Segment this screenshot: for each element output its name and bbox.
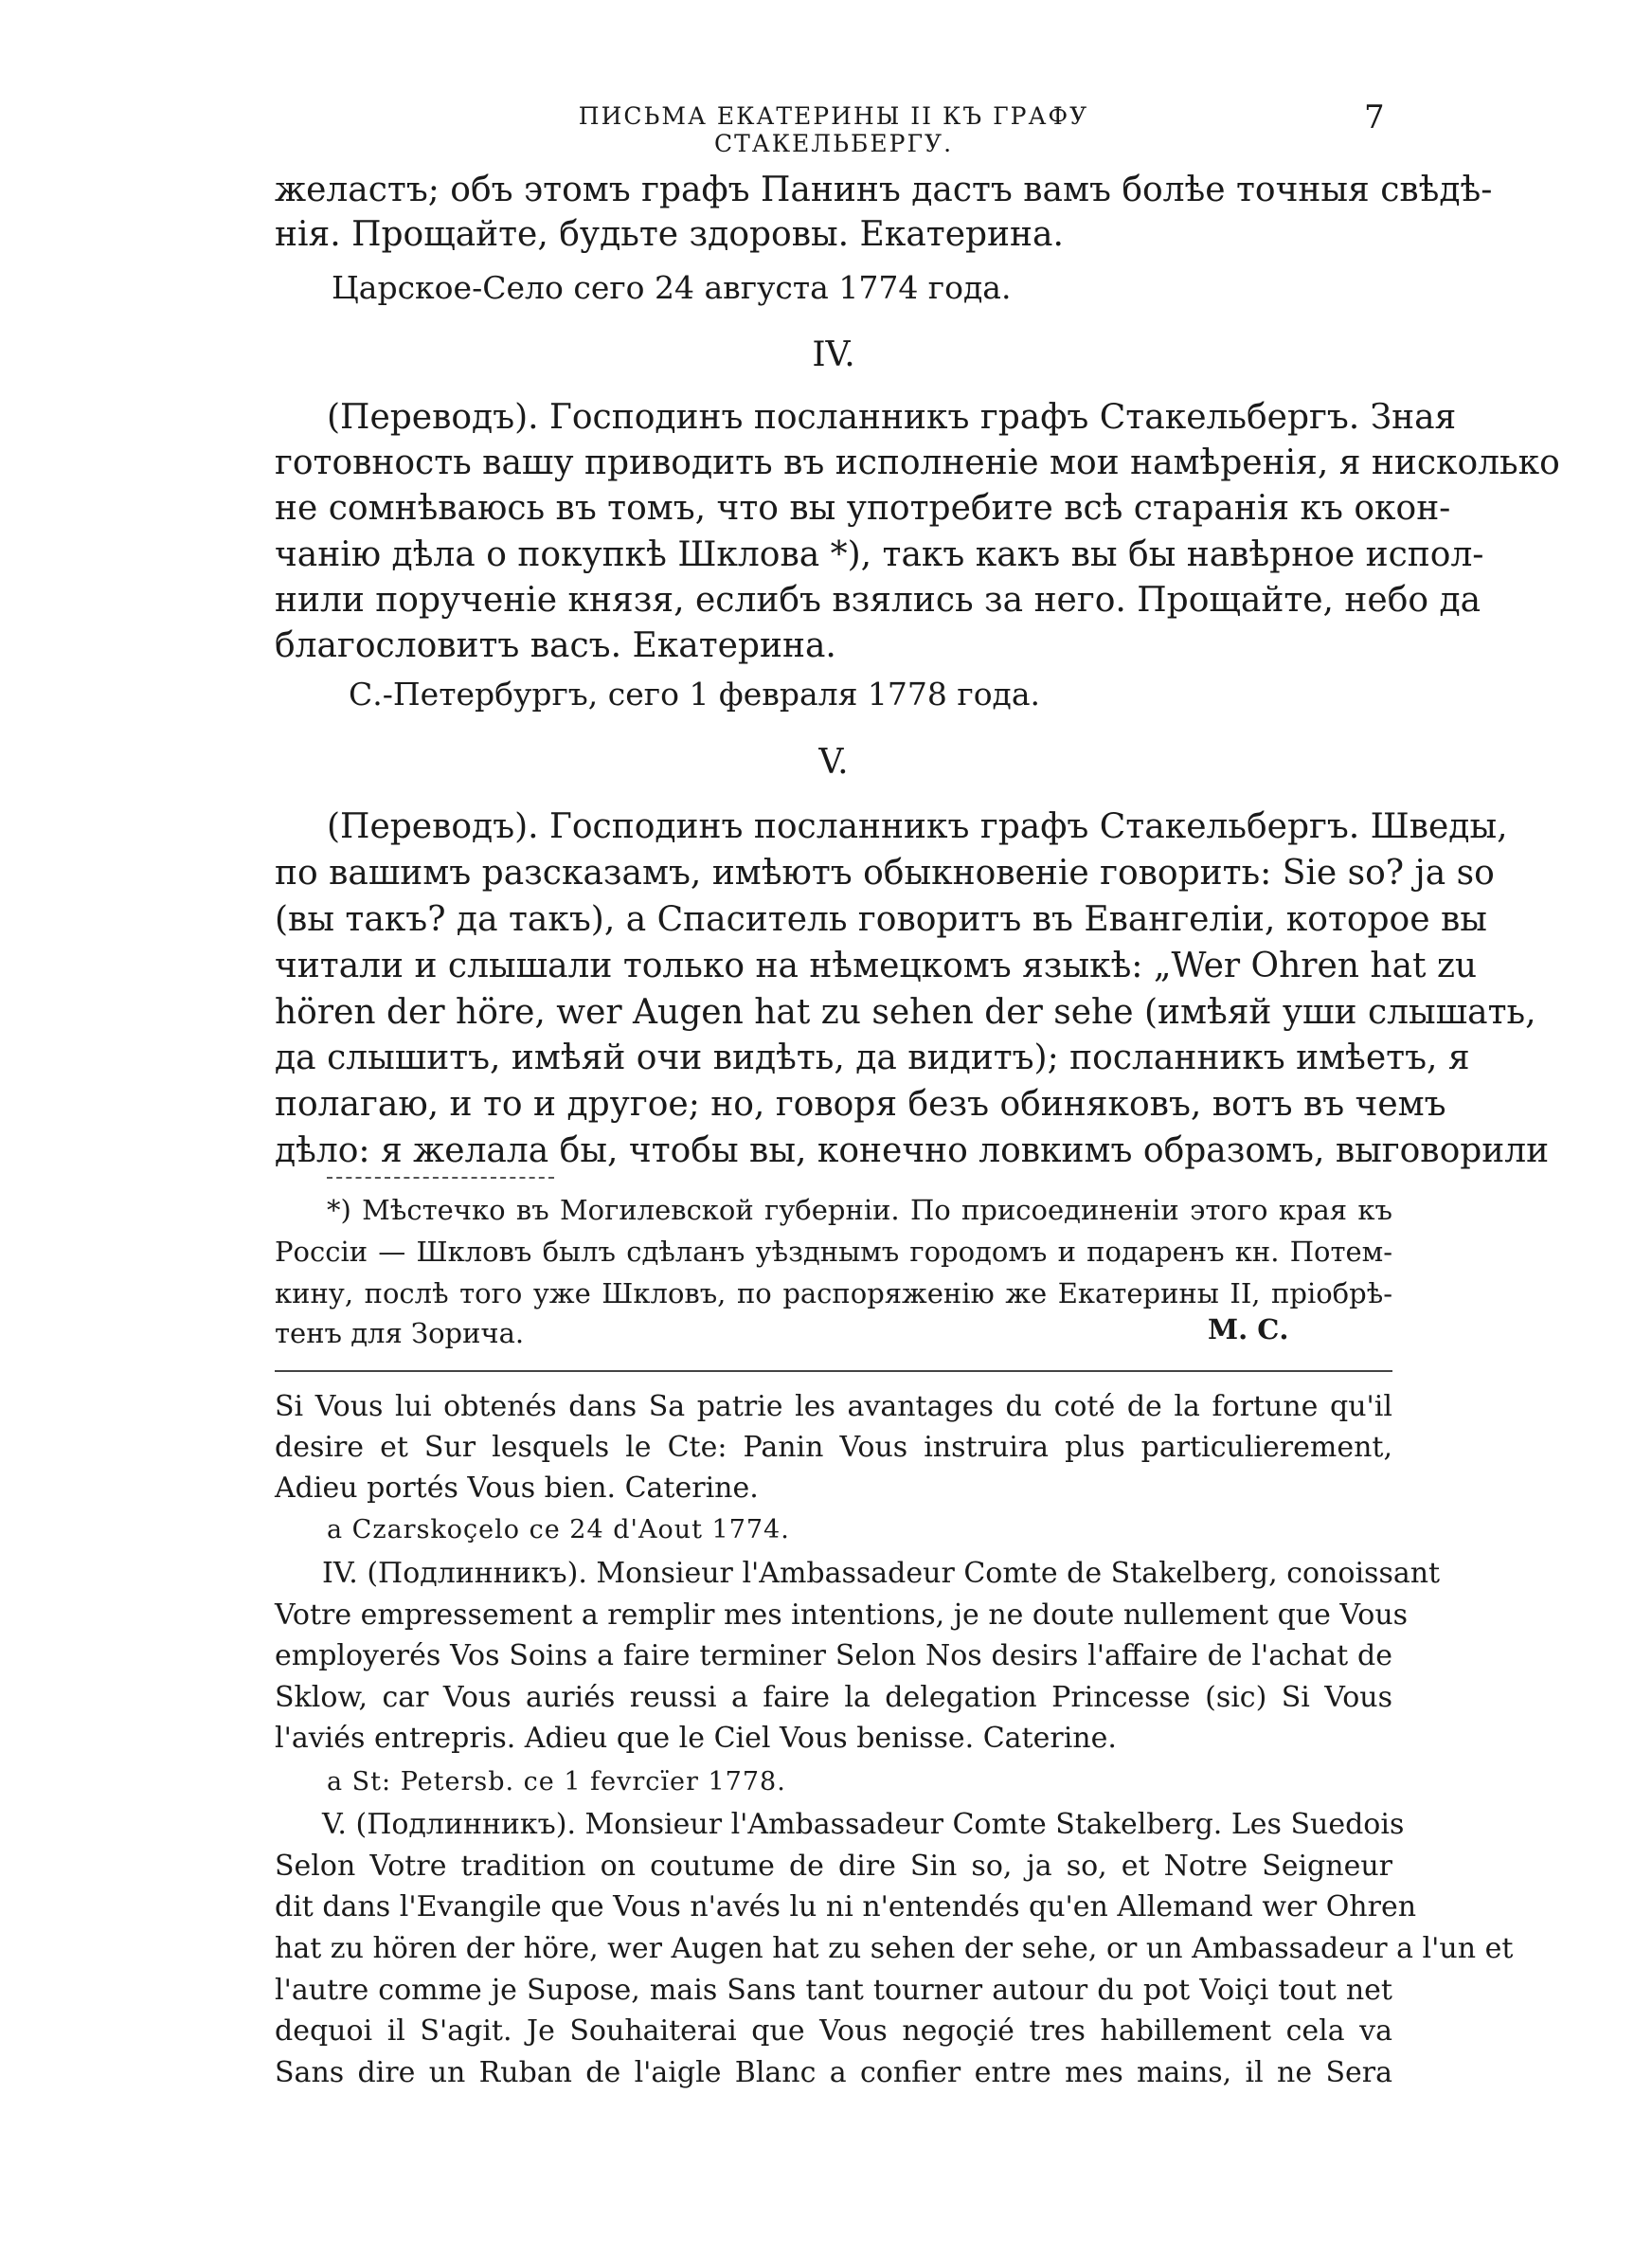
text-line: да слышитъ, имѣяй очи видѣть, да видитъ); посланникъ имѣетъ, я (275, 1038, 1470, 1077)
text-line: dequoi il S'agit. Je Souhaiterai que Vous negoçié tres habillement cela va (275, 2014, 1392, 2048)
text-line: Votre empressement a remplir mes intentions, je ne doute nullement que Vous (275, 1598, 1409, 1632)
section-divider (275, 1370, 1392, 1372)
footnote-line: *) Мѣстечко въ Могилевской губерніи. По присоединеніи этого края къ (327, 1194, 1392, 1226)
text-line: Adieu portés Vous bien. Caterine. (275, 1472, 759, 1505)
date-line: Царское-Село сего 24 августа 1774 года. (332, 269, 1012, 306)
footnote-line: Россіи — Шкловъ былъ сдѣланъ уѣзднымъ городомъ и подаренъ кн. Потем- (275, 1236, 1392, 1268)
text-line: desire et Sur lesquels le Cte: Panin Vous instruira plus particulierement, (275, 1431, 1392, 1464)
text-line: чанію дѣла о покупкѣ Шклова *), такъ какъ вы бы навѣрное испол- (275, 535, 1484, 574)
text-line: не сомнѣваюсь въ томъ, что вы употребите всѣ старанія къ окон- (275, 489, 1451, 528)
date-line: С.-Петербургъ, сего 1 февраля 1778 года. (349, 676, 1041, 713)
section-number: V. (818, 743, 849, 782)
running-header: ПИСЬМА ЕКАТЕРИНЫ II КЪ ГРАФУ СТАКЕЛЬБЕРГУ. (578, 102, 1089, 157)
text-line: читали и слышали только на нѣмецкомъ языкѣ: „Wer Ohren hat zu (275, 947, 1478, 985)
text-line: l'autre comme je Supose, mais Sans tant tourner autour du pot Voiçi tout net (275, 1974, 1392, 2007)
text-line: hat zu hören der höre, wer Augen hat zu sehen der sehe, or un Ambassadeur a l'un et (275, 1932, 1514, 1965)
date-line: a St: Petersb. ce 1 fevrcïer 1778. (327, 1767, 786, 1797)
page-number: 7 (1364, 99, 1385, 136)
footnote-rule (327, 1177, 554, 1179)
text-line: дѣло: я желала бы, чтобы вы, конечно ловкимъ образомъ, выговорили (275, 1131, 1550, 1170)
footnote-line: тенъ для Зорича. (275, 1317, 525, 1349)
date-line: a Czarskoçelo ce 24 d'Aout 1774. (327, 1515, 790, 1544)
text-line: V. (Подлинникъ). Monsieur l'Ambassadeur Comte Stakelberg. Les Suedois (322, 1808, 1405, 1841)
text-line: (Переводъ). Господинъ посланникъ графъ Стакельбергъ. Зная (327, 398, 1457, 437)
text-line: желастъ; объ этомъ графъ Панинъ дастъ вамъ болѣе точныя свѣдѣ- (275, 171, 1493, 209)
text-line: dit dans l'Evangile que Vous n'avés lu ni n'entendés qu'en Allemand wer Ohren (275, 1890, 1417, 1923)
text-line: нили порученіе князя, еслибъ взялись за него. Прощайте, небо да (275, 581, 1481, 620)
footnote-line: кину, послѣ того уже Шкловъ, по распоряженію же Екатерины II, пріобрѣ- (275, 1277, 1392, 1309)
text-line: Sklow, car Vous auriés reussi a faire la delegation Princesse (sic) Si Vous (275, 1681, 1392, 1714)
text-line: полагаю, и то и другое; но, говоря безъ обиняковъ, вотъ въ чемъ (275, 1085, 1446, 1124)
text-line: employerés Vos Soins a faire terminer Selon Nos desirs l'affaire de l'achat de (275, 1639, 1392, 1672)
text-line: l'aviés entrepris. Adieu que le Ciel Vous benisse. Caterine. (275, 1722, 1117, 1755)
text-line: (вы такъ? да такъ), а Спаситель говоритъ въ Евангеліи, которое вы (275, 900, 1487, 939)
text-line: Selon Votre tradition on coutume de dire Sin so, ja so, et Notre Seigneur (275, 1850, 1392, 1883)
text-line: готовность вашу приводить въ исполненіе мои намѣренія, я нисколько (275, 443, 1560, 482)
text-line: (Переводъ). Господинъ посланникъ графъ Стакельбергъ. Шведы, (327, 807, 1508, 846)
text-line: по вашимъ разсказамъ, имѣютъ обыкновеніе говорить: Sie so? ja so (275, 854, 1495, 893)
text-line: Sans dire un Ruban de l'aigle Blanc a confier entre mes mains, il ne Sera (275, 2056, 1392, 2089)
section-number: IV. (812, 335, 855, 374)
text-line: hören der höre, wer Augen hat zu sehen der sehe (имѣяй уши слышать, (275, 993, 1536, 1032)
text-line: IV. (Подлинникъ). Monsieur l'Ambassadeur Comte de Stakelberg, conoissant (322, 1557, 1441, 1590)
footnote-signature: М. С. (1208, 1313, 1289, 1345)
text-line: благословитъ васъ. Екатерина. (275, 626, 836, 665)
text-line: нія. Прощайте, будьте здоровы. Екатерина. (275, 215, 1064, 254)
text-line: Si Vous lui obtenés dans Sa patrie les avantages du coté de la fortune qu'il (275, 1390, 1392, 1423)
